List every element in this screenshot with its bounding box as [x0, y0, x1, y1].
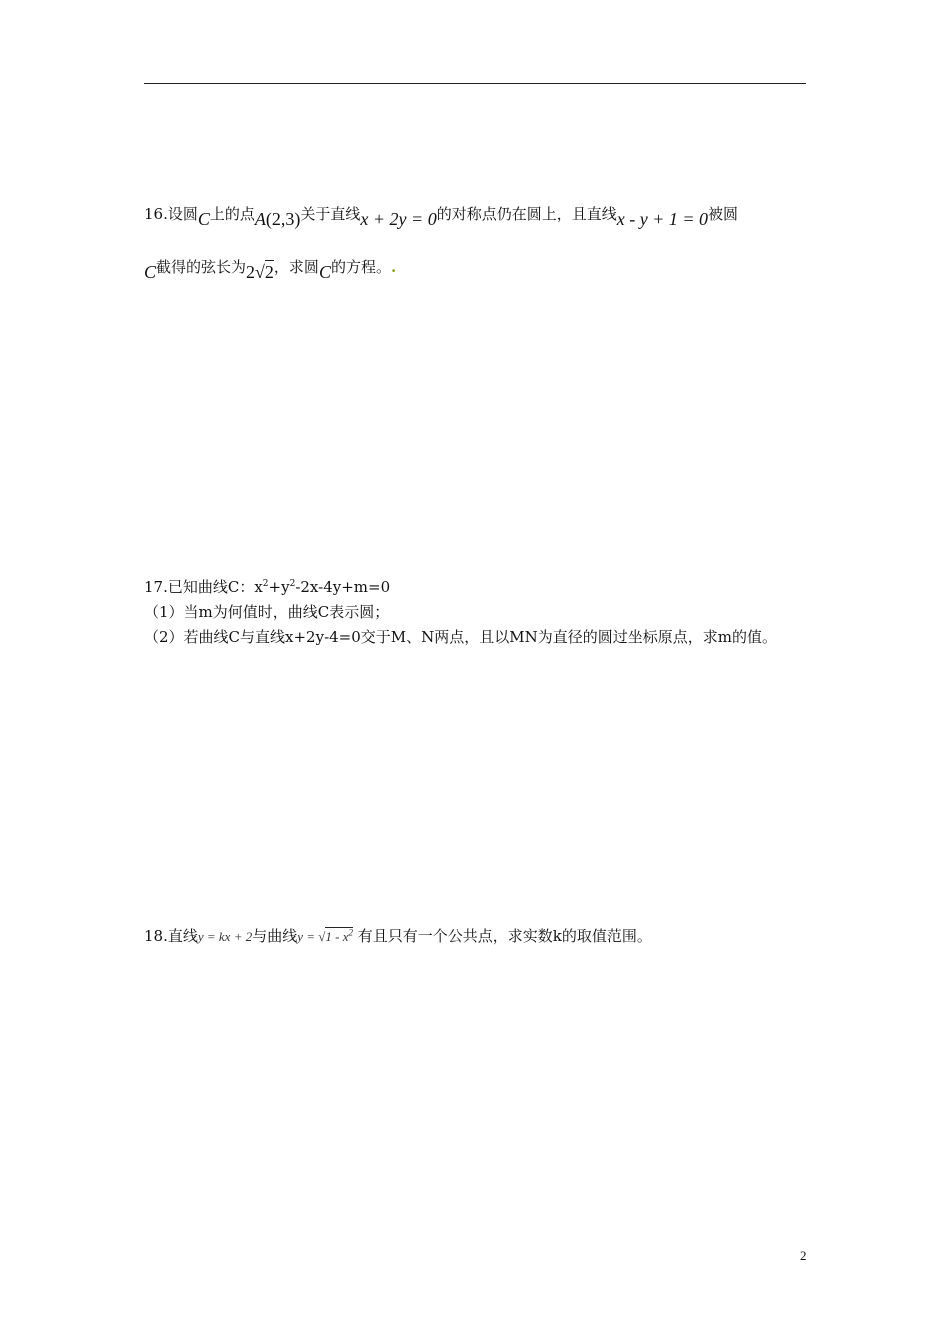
q16-point-a: A(2,3) [254, 209, 301, 229]
q18-line: 18.直线y = kx + 2与曲线$y = √1 - x^2$ 有且只有一个公共点，求实数k的取值范围。 [144, 927, 652, 945]
q16-text: 截得的弦长为 [156, 258, 247, 276]
q16-line-equation-1: x + 2y = 0 [360, 209, 437, 229]
page-number: 2 [800, 1248, 807, 1263]
q16-text: 关于直线 [300, 205, 361, 223]
q16-text: 被圆 [707, 205, 738, 223]
q17-line-1: 17.已知曲线C：$x^2+y^2-2x-4y+m=0$ [144, 578, 391, 596]
header-rule [144, 83, 806, 84]
q16-circle-c: C [318, 262, 331, 282]
q16-dot: . [390, 258, 397, 276]
q16-text: 的方程。 [330, 258, 391, 276]
q16-text: 上的点 [209, 205, 255, 223]
q16-number: 16. [144, 205, 168, 223]
q16-circle-c: C [144, 262, 157, 282]
q16-chord-length: 2√2 [246, 262, 274, 282]
q17-part-1: （1）当m为何值时，曲线C表示圆； [144, 603, 390, 621]
q16-text: 设圆 [167, 205, 198, 223]
q17-part-2: （2）若曲线C与直线x+2y-4=0交于M、N两点，且以MN为直径的圆过坐标原点，求m的值。 [144, 628, 777, 646]
q16-line-2 [144, 256, 397, 282]
q16-text: ，求圆 [273, 258, 319, 276]
q16-text: 的对称点仍在圆上，且直线 [436, 205, 617, 223]
q18-equation-1: y = kx + 2 [197, 929, 253, 944]
q16-circle-c: C [197, 209, 210, 229]
q16-line-1 [144, 203, 738, 229]
q18-equation-2: $y = √1 - x^2$ [297, 927, 354, 944]
q16-line-equation-2: x - y + 1 = 0 [616, 209, 708, 229]
